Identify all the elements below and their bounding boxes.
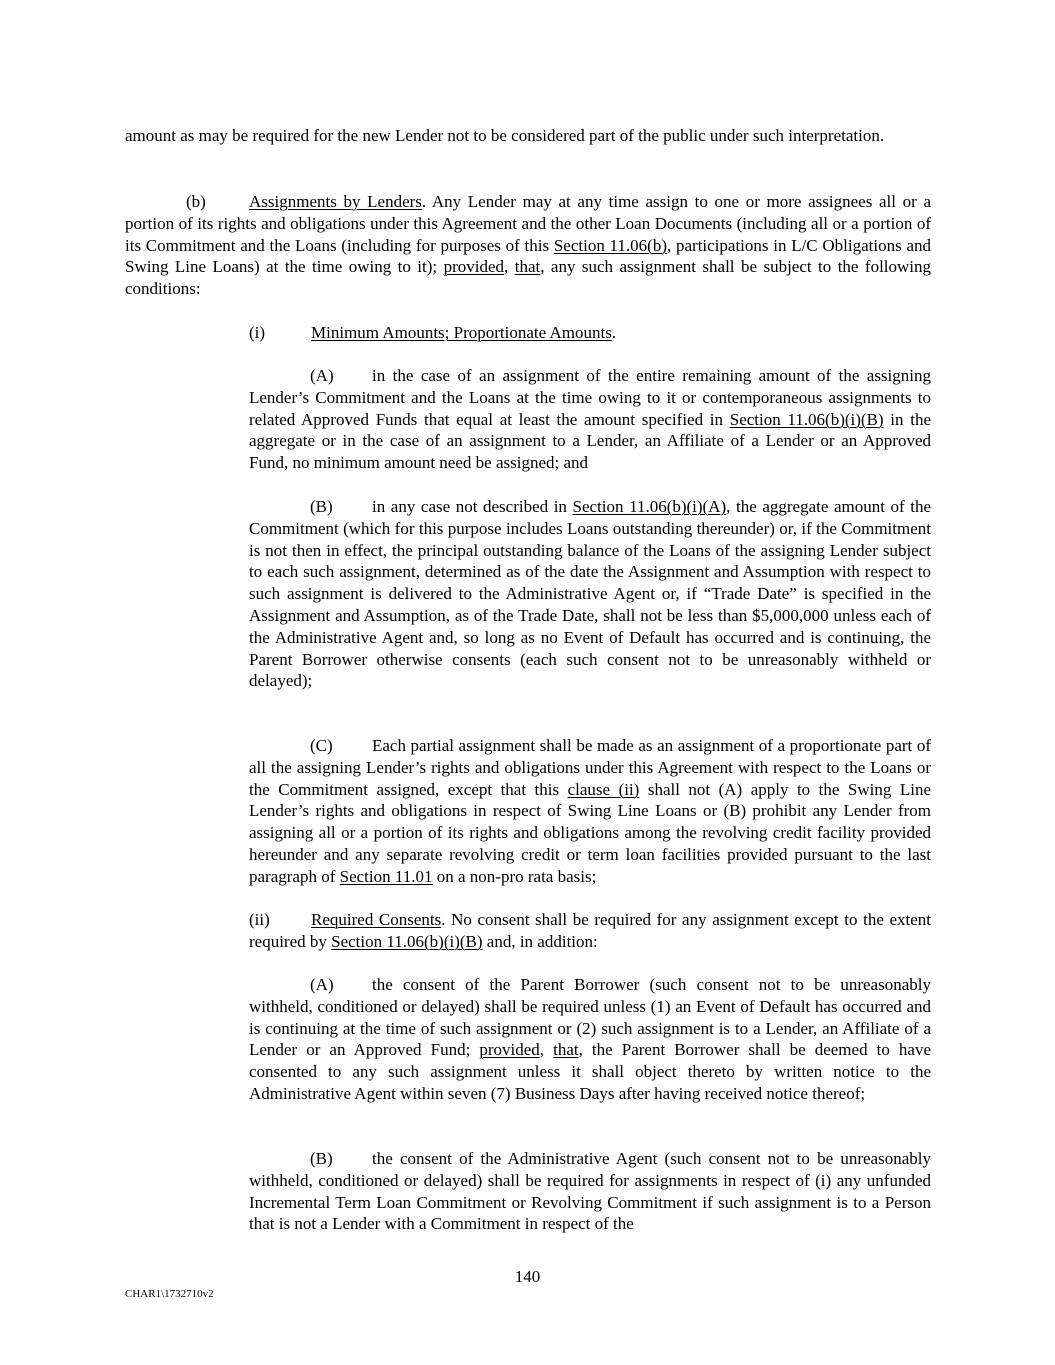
paragraph-i-B <box>249 496 931 692</box>
clause-label: (ii) <box>249 910 270 929</box>
cross-reference: provided <box>479 1040 540 1060</box>
cross-reference: clause (ii) <box>567 779 640 799</box>
cross-reference: Section 11.06(b) <box>553 235 667 255</box>
clause-label: (C) <box>310 736 333 755</box>
paragraph-text: the consent of the Parent Borrower (such consent not to be unreasonably withheld, conditioned or delayed) shall be required unless (1) an Event of Default has occurred and is continuing at the time of such assignment or (2) such assignment is to a Lender, an Affiliate of a Lender or an Approved Fund; <box>249 975 931 1060</box>
clause-label: (i) <box>249 323 266 342</box>
cross-reference: Section 11.01 <box>339 866 433 886</box>
paragraph-text: , the Parent Borrower shall be deemed to have consented to any such assignment unless it shall object thereto by written notice to the Administrative Agent within seven (7) Business Days after having received notice thereof; <box>249 1040 931 1103</box>
paragraph-text: , any such assignment shall be subject to the following conditions: <box>125 257 932 299</box>
paragraph-continuation <box>125 125 931 147</box>
paragraph-text: , participations in L/C Obligations and Swing Line Loans) at the time owing to it); <box>125 235 931 277</box>
paragraph-text: on a non-pro rata basis; <box>432 866 597 886</box>
paragraph-b-assignments <box>125 191 931 300</box>
section-heading: Required Consents <box>311 910 442 929</box>
paragraph-i-minimum-amounts <box>249 322 931 344</box>
section-heading: Minimum Amounts; Proportionate Amounts <box>311 323 612 342</box>
paragraph-text: , <box>539 1040 554 1060</box>
paragraph-text: in any case not described in <box>372 497 573 516</box>
paragraph-ii-required-consents <box>249 909 931 953</box>
document-id: CHAR1\1732710v2 <box>125 1288 214 1300</box>
paragraph-text: Each partial assignment shall be made as an assignment of a proportionate part of all the assigning Lender’s rights and obligations under this Agreement with respect to the Loans or the Commitment assigned, except that this <box>249 736 931 799</box>
paragraph-i-C <box>249 735 931 888</box>
cross-reference: Section 11.06(b)(i)(A) <box>572 497 727 516</box>
paragraph-text: , <box>504 257 515 277</box>
paragraph-text: and, in addition: <box>482 931 598 951</box>
clause-label: (A) <box>310 366 334 385</box>
cross-reference: provided <box>443 257 505 277</box>
cross-reference: that <box>553 1040 579 1060</box>
paragraph-text: shall not (A) apply to the Swing Line Lender’s rights and obligations in respect of Swing Line Loans or (B) prohibit any Lender from assigning all or a portion of its rights and obligations among the revolving credit facility provided hereunder and any separate revolving credit or term loan facilities provided pursuant to the last paragraph of <box>249 779 931 886</box>
paragraph-ii-B <box>249 1148 931 1235</box>
paragraph-text: the consent of the Administrative Agent (such consent not to be unreasonably withheld, conditioned or delayed) shall be required for assignments in respect of (i) any unfunded Incremental Term Loan Commitment or Revolving Commitment if such assignment is to a Person that is not a Lender with a Commitment in respect of the <box>249 1149 931 1234</box>
cross-reference: Section 11.06(b)(i)(B) <box>729 409 884 429</box>
page-number: 140 <box>514 1267 541 1286</box>
paragraph-text: in the case of an assignment of the entire remaining amount of the assigning Lender’s Commitment and the Loans at the time owing to it or contemporaneous assignments to related Approved Funds that equal at least the amount specified in <box>249 366 931 429</box>
paragraph-text: , the aggregate amount of the Commitment (which for this purpose includes Loans outstanding thereunder) or, if the Commitment is not then in effect, the principal outstanding balance of the Loans of the assigning Lender subject to each such assignment, determined as of the date the Assignment and Assumption with respect to such assignment is delivered to the Administrative Agent or, if “Trade Date” is specified in the Assignment and Assumption, as of the Trade Date, shall not be less than $5,000,000 unless each of the Administrative Agent and, so long as no Event of Default has occurred and is continuing, the Parent Borrower otherwise consents (each such consent not to be unreasonably withheld or delayed); <box>249 497 932 691</box>
paragraph-text: . Any Lender may at any time assign to one or more assignees all or a portion of its rights and obligations under this Agreement and the other Loan Documents (including all or a portion of its Commitment and the Loans (including for purposes of this <box>125 192 931 255</box>
clause-label: (B) <box>310 1149 333 1168</box>
paragraph-ii-A <box>249 974 931 1105</box>
clause-label: (B) <box>310 497 333 516</box>
clause-label: (b) <box>186 192 206 211</box>
paragraph-text: . No consent shall be required for any assignment except to the extent required by <box>249 910 931 951</box>
clause-label: (A) <box>310 975 334 994</box>
paragraph-i-A <box>249 365 931 474</box>
section-heading: Assignments by Lenders <box>249 192 422 211</box>
paragraph-text: in the aggregate or in the case of an assignment to a Lender, an Affiliate of a Lender or an Approved Fund, no minimum amount need be assigned; and <box>249 409 932 473</box>
paragraph-text: . <box>611 323 617 342</box>
paragraph-text: amount as may be required for the new Lender not to be considered part of the public under such interpretation. <box>125 126 885 145</box>
cross-reference: that <box>514 257 541 277</box>
cross-reference: Section 11.06(b)(i)(B) <box>331 931 483 951</box>
